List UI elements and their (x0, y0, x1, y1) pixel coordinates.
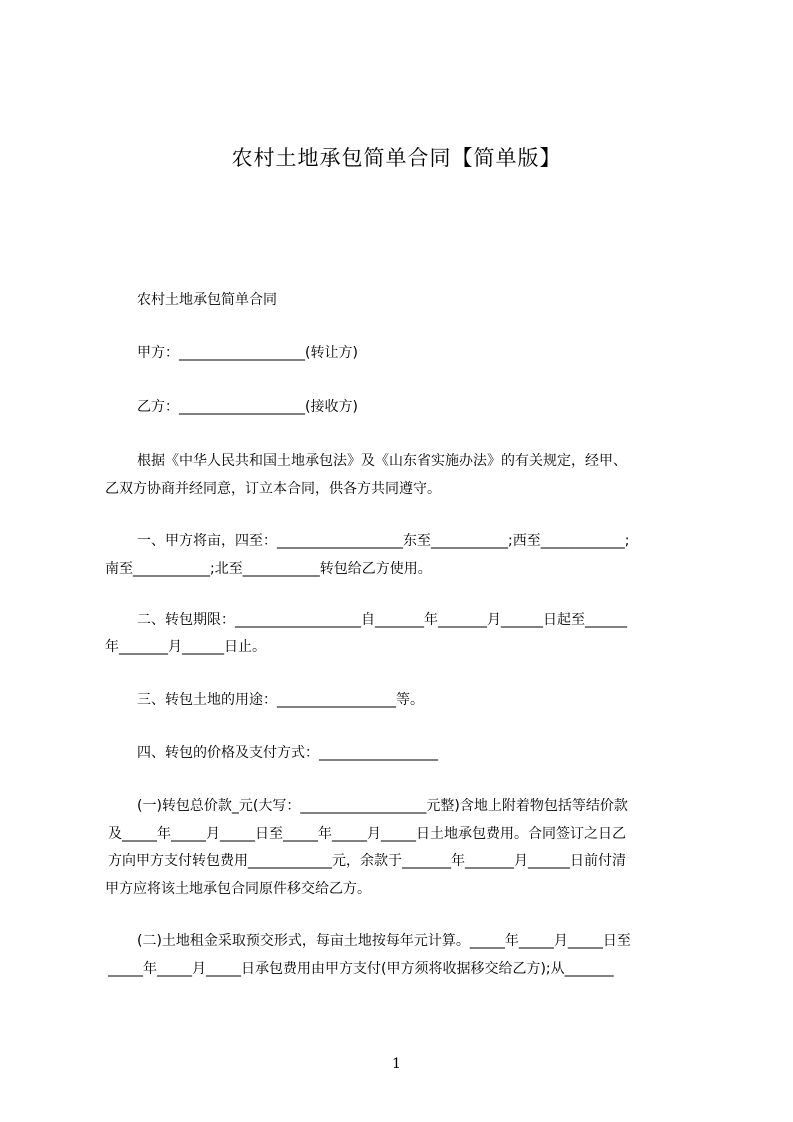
clause-4-1-line-4: 甲方应将该土地承包合同原件移交给乙方。 (105, 881, 371, 897)
party-b-line: 乙方：__________________(接收方) (137, 399, 358, 415)
page-number: 1 (392, 1056, 401, 1072)
document-title: 农村土地承包简单合同【简单版】 (231, 146, 562, 170)
clause-4-1-line-2: 及_____年_____月_____日至_____年_____月_____日土地承包费用。合同签订之日乙 (108, 826, 626, 842)
clause-4-1-line-1: (一)转包总价款_元(大写：__________________元整)含地上附着物包括等结价款 (137, 798, 628, 814)
preamble-line-1: 根据《中华人民共和国土地承包法》及《山东省实施办法》的有关规定，经甲、 (137, 453, 627, 469)
clause-4-2-line-1: (二)土地租金采取预交形式，每亩土地按每年元计算。_____年_____月_____日至 (137, 933, 631, 949)
clause-1-line-2: 南至___________;北至___________转包给乙方使用。 (105, 561, 432, 577)
clause-1-line-1: 一、甲方将亩，四至：__________________东至___________;西至____________; (137, 533, 630, 549)
clause-2-line-2: 年_______月______日止。 (105, 639, 266, 655)
clause-4-1-line-3: 方向甲方支付转包费用____________元，余款于_______年_______月______日前付清 (108, 853, 626, 869)
clause-2-line-1: 二、转包期限：__________________自_______年_______月______日起至______ (137, 612, 627, 628)
contract-name-paragraph: 农村土地承包简单合同 (137, 292, 277, 308)
clause-4-line: 四、转包的价格及支付方式：_________________ (137, 745, 438, 761)
preamble-line-2: 乙双方协商并经同意，订立本合同，供各方共同遵守。 (105, 481, 441, 497)
clause-4-2-line-2: _____年_____月_____日承包费用由甲方支付(甲方须将收据移交给乙方);从_______ (108, 961, 614, 977)
party-a-line: 甲方：__________________(转让方) (137, 345, 358, 361)
clause-3-line: 三、转包土地的用途：_________________等。 (137, 692, 424, 708)
